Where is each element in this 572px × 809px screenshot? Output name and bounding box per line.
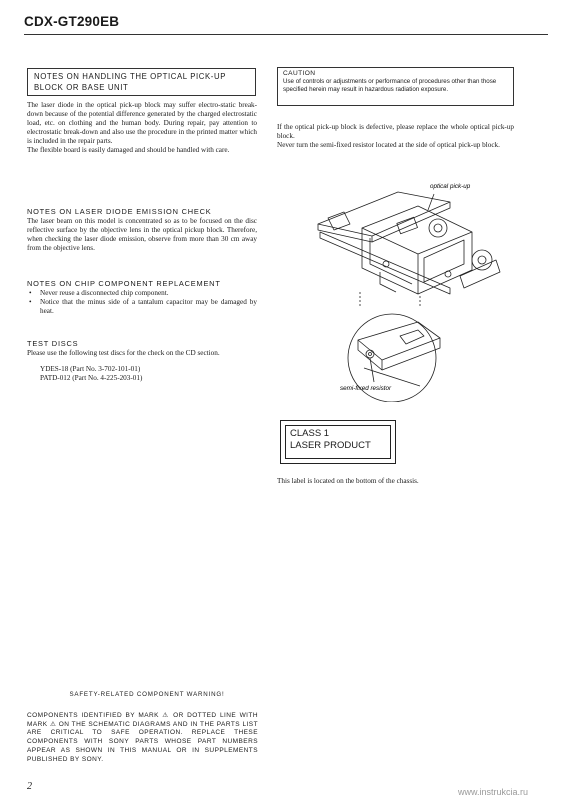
class-label-inner <box>285 425 391 459</box>
page-number: 2 <box>27 781 32 792</box>
pickup-note-paragraph-2: Never turn the semi-fixed resistor located at the side of optical pick-up block. <box>277 141 500 149</box>
laser-check-section <box>27 207 257 253</box>
laser-check-body: The laser beam on this model is concentrated so as to be focused on the disc reflective surface by the objective lens in the optical pickup block. Therefore, when checking the laser diode emission, observe from more than 30 cm away from the objective lens. <box>27 217 257 252</box>
handling-section <box>27 101 257 155</box>
test-disc-item-2: PATD-012 (Part No. 4-225-203-01) <box>40 374 143 382</box>
bullet-icon: • <box>29 289 32 297</box>
handling-paragraph-1: The laser diode in the optical pick-up block may suffer electro-static break-down because of the potential difference generated by the charged electrostatic load, etc. on clothing and the human body. During repair, pay attention to electrostatic break-down and also use the procedure in the printed matter which is included in the repair parts. <box>27 101 257 145</box>
test-discs-body: Please use the following test discs for the check on the CD section. <box>27 349 220 357</box>
laser-check-title: NOTES ON LASER DIODE EMISSION CHECK <box>27 207 212 216</box>
header-rule <box>24 34 548 35</box>
caution-text: Use of controls or adjustments or performance of procedures other than those specified herein may result in hazardous radiation exposure. <box>283 78 497 93</box>
handling-paragraph-2: The flexible board is easily damaged and should be handled with care. <box>27 146 230 154</box>
bullet-icon: • <box>29 298 32 306</box>
watermark: www.instrukcia.ru <box>458 787 529 797</box>
list-item <box>27 289 257 298</box>
label-location-note: This label is located on the bottom of the chassis. <box>277 477 419 485</box>
chip-item-1: Never reuse a disconnected chip component. <box>40 289 169 297</box>
caution-title: CAUTION <box>283 70 316 77</box>
pickup-note-paragraph-1: If the optical pick-up block is defective, please replace the whole optical pick-up block. <box>277 123 514 140</box>
test-discs-title: TEST DISCS <box>27 339 79 348</box>
test-disc-list <box>27 365 257 383</box>
notes-box-line2: BLOCK OR BASE UNIT <box>34 82 129 92</box>
chip-title: NOTES ON CHIP COMPONENT REPLACEMENT <box>27 279 221 288</box>
notes-handling-box <box>27 68 256 96</box>
class-label <box>280 420 396 464</box>
test-disc-item-1: YDES-18 (Part No. 3-702-101-01) <box>40 365 141 373</box>
optical-pickup-figure <box>300 172 520 402</box>
class-label-line2: LASER PRODUCT <box>290 440 371 451</box>
chip-section <box>27 279 257 316</box>
chip-item-2: Notice that the minus side of a tantalum capacitor may be damaged by heat. <box>40 298 257 315</box>
warning-text: COMPONENTS IDENTIFIED BY MARK ⚠ OR DOTTED LINE WITH MARK ⚠ ON THE SCHEMATIC DIAGRAMS AND IN THE PARTS LIST ARE CRITICAL TO SAFE OPERATION. REPLACE THESE COMPONENTS WITH SONY PARTS WHOSE PART NUMBERS APPEAR AS SHOWN IN THIS MANUAL OR IN SUPPLEMENTS PUBLISHED BY SONY. <box>27 712 258 763</box>
model-number: CDX-GT290EB <box>24 14 120 29</box>
semi-fixed-resistor-label: semi-fixed resistor <box>340 385 392 392</box>
list-item <box>27 298 257 316</box>
notes-box-line1: NOTES ON HANDLING THE OPTICAL PICK-UP <box>34 72 227 81</box>
optical-pickup-label: optical pick-up <box>430 183 471 190</box>
caution-box <box>277 67 514 106</box>
chip-list <box>27 289 257 316</box>
warning-title: SAFETY-RELATED COMPONENT WARNING! <box>69 691 225 698</box>
pickup-note <box>277 123 514 150</box>
test-discs-section <box>27 339 257 383</box>
class-label-line1: CLASS 1 <box>290 428 330 439</box>
